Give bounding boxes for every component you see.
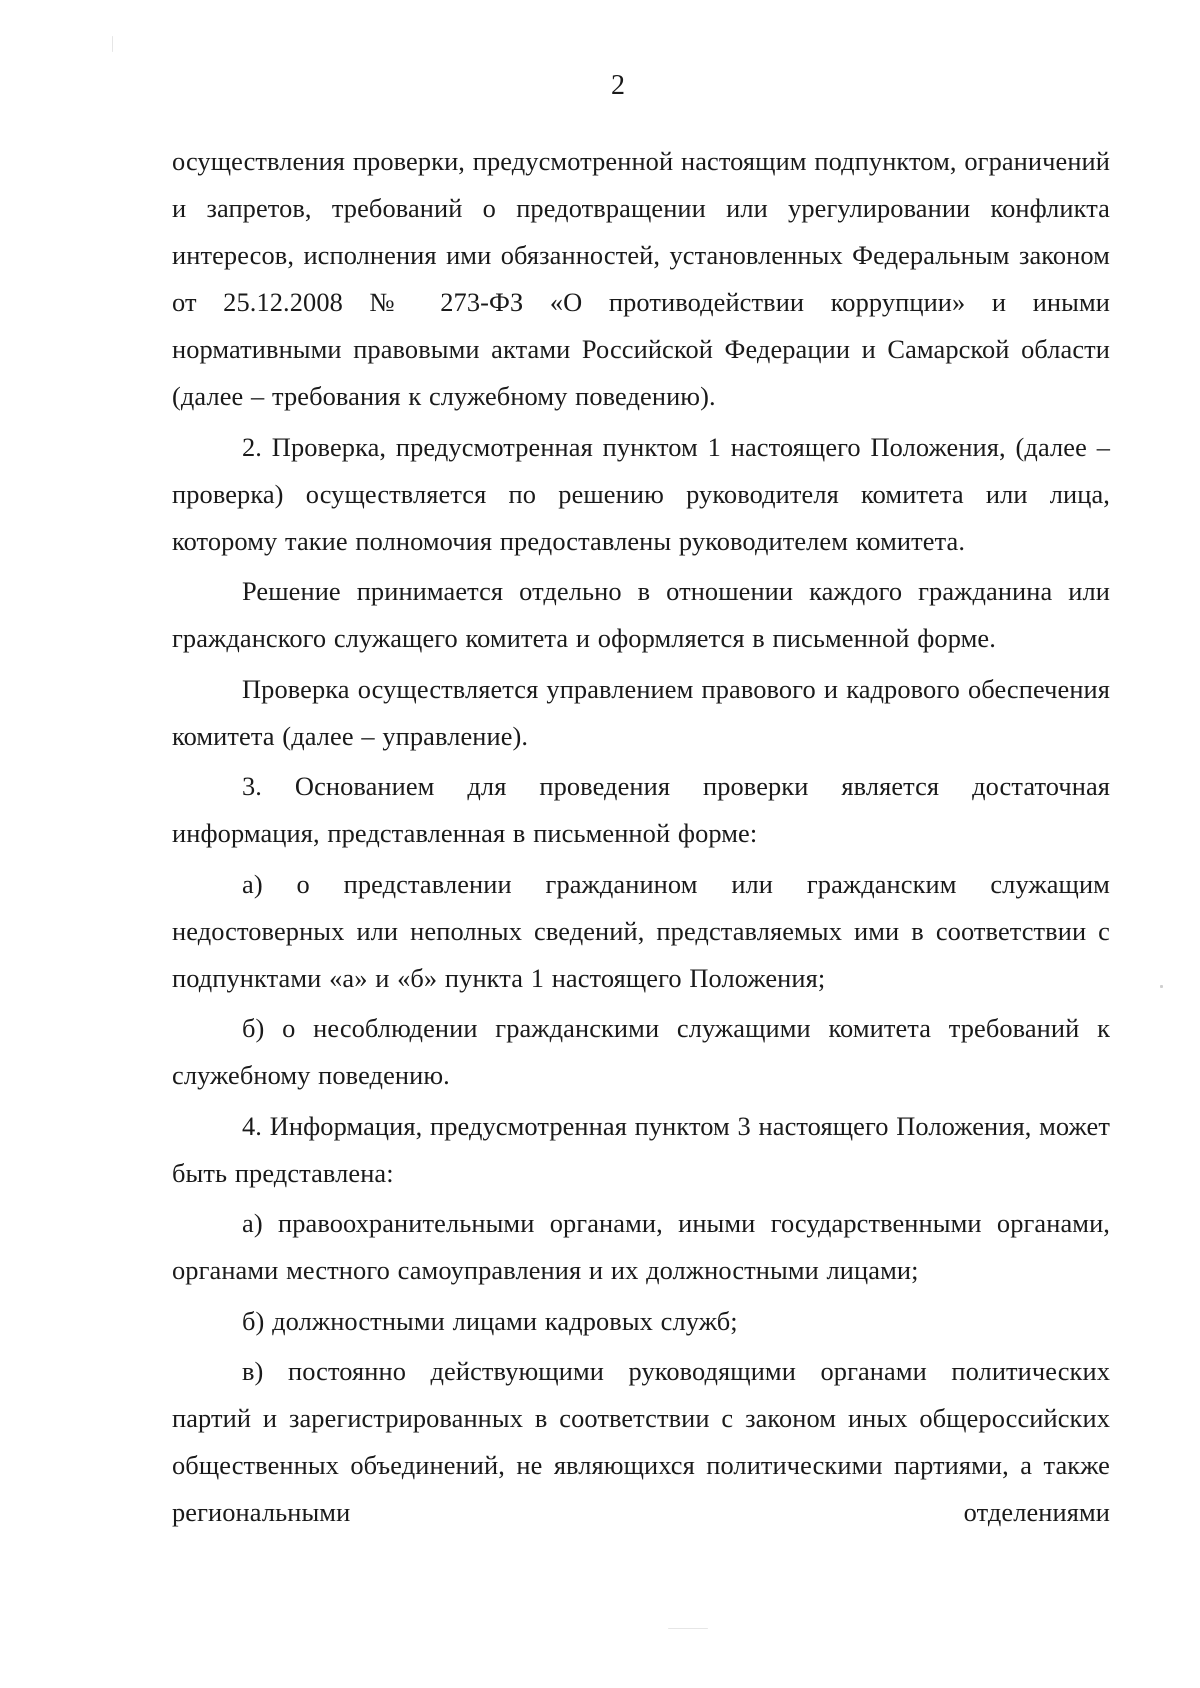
paragraph-check-performer: Проверка осуществляется управлением правового и кадрового обеспечения комитета (далее – управление).: [172, 673, 1110, 751]
paragraph-item-3b: б) о несоблюдении гражданскими служащими комитета требований к служебному поведению.: [172, 1013, 1110, 1090]
paragraph-decision: Решение принимается отдельно в отношении каждого гражданина или гражданского служащего комитета и оформляется в письменной форме.: [172, 576, 1110, 653]
document-body: [172, 138, 1110, 1540]
scan-speck: [668, 1628, 708, 1629]
paragraph-item-2: 2. Проверка, предусмотренная пунктом 1 настоящего Положения, (далее – проверка) осуществляется по решению руководителя комитета или лица, которому такие полномочия предоставлены руководителем комитета.: [172, 431, 1110, 556]
paragraph-item-4b: б) должностными лицами кадровых служб;: [242, 1305, 738, 1336]
scan-speck: [112, 36, 113, 52]
paragraph-continuation: осуществления проверки, предусмотренной настоящим подпунктом, ограничений и запретов, требований о предотвращении или урегулировании конфликта интересов, исполнения ими обязанностей, установленных Федеральным законом от 25.12.2008 № 273-ФЗ «О противодействии коррупции» и иными нормативными правовыми актами Российской Федерации и Самарской области (далее – требования к служебному поведению).: [172, 146, 1110, 411]
page-number: 2: [611, 70, 625, 101]
paragraph-item-4v: в) постоянно действующими руководящими органами политических партий и зарегистрированных в соответствии с законом иных общероссийских общественных объединений, не являющихся политическими партиями, а также региональными отделениями: [172, 1356, 1110, 1527]
paragraph-item-4a: а) правоохранительными органами, иными государственными органами, органами местного самоуправления и их должностными лицами;: [172, 1208, 1110, 1285]
paragraph-item-4: 4. Информация, предусмотренная пунктом 3 настоящего Положения, может быть представлена:: [172, 1110, 1110, 1188]
scan-speck: [1160, 985, 1163, 988]
paragraph-item-3a: а) о представлении гражданином или гражданским служащим недостоверных или неполных сведений, представляемых ими в соответствии с подпунктами «а» и «б» пункта 1 настоящего Положения;: [172, 868, 1110, 993]
paragraph-item-3: 3. Основанием для проведения проверки является достаточная информация, представленная в письменной форме:: [172, 771, 1110, 848]
